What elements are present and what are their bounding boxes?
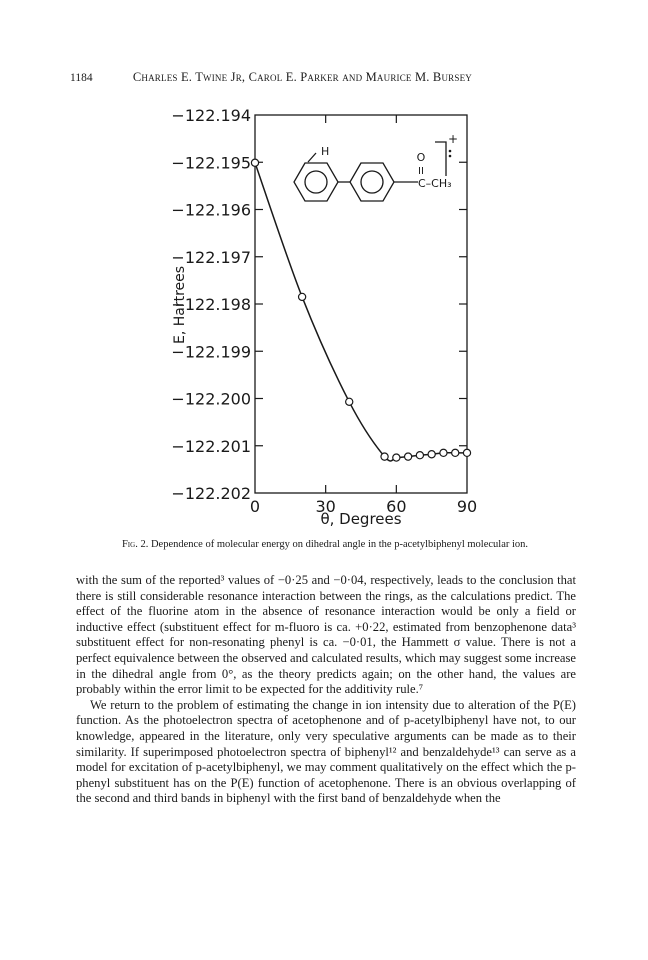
y-tick-label: −122.201 (171, 436, 251, 456)
x-axis-title: θ, Degrees (320, 510, 402, 528)
figure-caption-text: Dependence of molecular energy on dihedral angle in the p-acetylbiphenyl molecular ion. (150, 539, 529, 550)
y-tick-label: −122.198 (171, 295, 251, 314)
data-point (381, 453, 388, 460)
phenylene-ring (350, 163, 394, 201)
running-head (70, 70, 590, 85)
x-tick-label: 90 (456, 497, 478, 516)
running-head-authors: Charles E. Twine Jr, Carol E. Parker and Maurice M. Bursey (132, 70, 472, 84)
data-point (405, 453, 412, 460)
data-point (251, 159, 258, 166)
data-point (440, 449, 447, 456)
ion-bracket (435, 142, 446, 176)
y-tick-label: −122.195 (171, 153, 251, 173)
data-point (416, 452, 423, 459)
y-tick-label: −122.202 (171, 484, 251, 503)
y-tick-label: −122.196 (171, 200, 251, 220)
page-number: 1184 (70, 72, 93, 84)
paragraph: with the sum of the reported³ values of −0·25 and −0·04, respectively, leads to the conclusion that there is still considerable resonance interaction between the rings, as the calculations predict. The effect of the fluorine atom in the absence of resonance interaction would be only a field or inductive effect (substituent effect for m-fluoro is ca. +0·22, estimated from benzophenone data³ substituent effect for non-resonating phenyl is ca. −0·01, the Hammett σ value. There is not a perfect equivalence between the observed and calculated results, which may suggest some increase in the dihedral angle from 0°, as the theory predicts again; on the other hand, the values are probably within the error limit to be expected for the additivity rule.⁷ (76, 573, 576, 697)
energy-curve (255, 163, 467, 461)
x-tick-label: 30 (315, 497, 336, 516)
figure-label: Fig. 2. (121, 539, 149, 550)
x-tick-label: 0 (249, 497, 261, 516)
y-tick-label: −122.200 (171, 389, 251, 409)
data-point (299, 293, 306, 300)
data-point (428, 451, 435, 458)
phenyl-ring-aromatic (305, 171, 327, 193)
y-tick-label: −122.197 (171, 247, 251, 267)
data-point (452, 449, 459, 456)
acetyl-label: C–CH₃ (418, 177, 452, 190)
data-point (346, 398, 353, 405)
y-tick-label: −122.194 (171, 106, 251, 125)
radical-dot-lower (449, 155, 452, 158)
data-point (393, 454, 400, 461)
phenyl-ring (294, 163, 338, 201)
radical-dot-upper (449, 150, 452, 153)
energy-series (251, 159, 470, 461)
x-tick-label: 60 (386, 497, 407, 516)
charge-label: + (448, 132, 459, 146)
data-point (463, 449, 470, 456)
phenylene-ring-aromatic (361, 171, 383, 193)
h-atom-label: H (321, 145, 330, 158)
plot-frame (255, 115, 467, 493)
y-tick-label: −122.199 (171, 342, 251, 362)
h-bond-line (308, 153, 316, 162)
oxygen-label: O (416, 151, 426, 164)
y-axis-title: E, Hartrees (172, 265, 188, 345)
body-text (76, 573, 576, 807)
figure-caption (95, 538, 555, 551)
energy-vs-dihedral-chart (150, 100, 490, 540)
double-bond-mark: II (418, 166, 424, 177)
paragraph: We return to the problem of estimating the change in ion intensity due to alteration of the P(E) function. As the photoelectron spectra of acetophenone and of p-acetylbiphenyl have not, to our knowledge, appeared in the literature, only very speculative arguments can be made as to their similarity. If superimposed photoelectron spectra of biphenyl¹² and benzaldehyde¹³ can serve as a model for excitation of p-acetylbiphenyl, we may comment qualitatively on the effect which the p-phenyl substituent has on the P(E) function of acetophenone. There is an obvious overlapping of the second and third bands in biphenyl with the first band of benzaldehyde when the (76, 697, 576, 806)
